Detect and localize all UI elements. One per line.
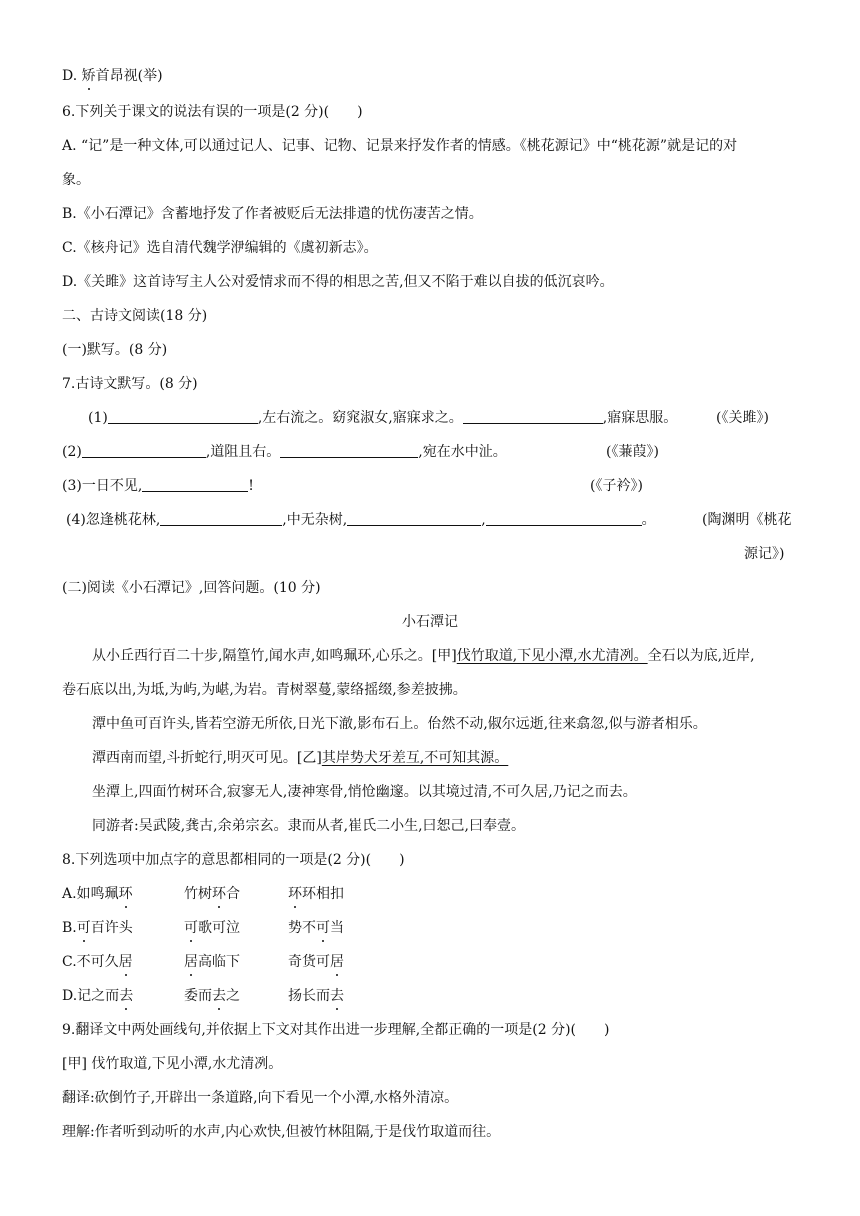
answer-blank[interactable]	[160, 511, 282, 526]
q9-sentence-jia: [甲] 伐竹取道,下见小潭,水尤清冽。	[62, 1056, 283, 1072]
q6-option-c: C.《核舟记》选自清代魏学洢编辑的《虞初新志》。	[62, 240, 378, 256]
dotted-char: 环	[212, 886, 226, 902]
passage-para-4: 坐潭上,四面竹树环合,寂寥无人,凄神寒骨,悄怆幽邃。以其境过清,不可久居,乃记之而去。	[92, 784, 637, 800]
q6-option-b: B.《小石潭记》含蓄地抒发了作者被贬后无法排遣的忧伤凄苦之情。	[62, 206, 483, 222]
q8-option-d-word3: 扬长而去	[288, 988, 344, 1004]
q8-option-b-word2: 可歌可泣	[184, 920, 240, 936]
dotted-char: 居	[118, 954, 133, 970]
q9-understanding: 理解:作者听到动听的水声,内心欢快,但被竹林阻隔,于是伐竹取道而往。	[62, 1124, 501, 1140]
q8-option-d-word1[interactable]: D.记之而去	[62, 988, 134, 1004]
q8-stem: 8.下列选项中加点字的意思都相同的一项是(2 分)( )	[62, 852, 405, 868]
answer-blank[interactable]	[82, 443, 206, 458]
dotted-char: 居	[330, 954, 344, 970]
dotted-char: 可	[76, 920, 91, 936]
q7-line-3: (3)一日不见, !	[62, 478, 254, 494]
passage-para-2: 潭中鱼可百许头,皆若空游无所依,日光下澈,影布石上。佁然不动,俶尔远逝,往来翕忽,似与游者相乐。	[92, 716, 707, 732]
section-heading: 二、古诗文阅读(18 分)	[62, 308, 208, 324]
answer-blank[interactable]	[280, 443, 418, 458]
source-label: (《子衿》)	[590, 478, 643, 494]
q8-option-a-word2: 竹树环合	[184, 886, 240, 902]
dotted-char: 环	[118, 886, 133, 902]
q8-option-b-word1[interactable]: B.可百许头	[62, 920, 133, 936]
passage-para-1: 从小丘西行百二十步,隔篁竹,闻水声,如鸣珮环,心乐之。[甲]伐竹取道,下见小潭,水尤清冽。全石以为底,近岸,	[92, 648, 755, 664]
q5-option-d: D. 矫首昂视(举)	[62, 68, 163, 84]
dotted-char: 矫	[81, 68, 96, 84]
q7-line-2: (2) ,道阻且右。 ,宛在水中沚。	[62, 444, 507, 460]
passage-title: 小石潭记	[402, 614, 458, 630]
q9-stem: 9.翻译文中两处画线句,并依据上下文对其作出进一步理解,全都正确的一项是(2 分)( )	[62, 1022, 610, 1038]
q9-translation: 翻译:砍倒竹子,开辟出一条道路,向下看见一个小潭,水格外清凉。	[62, 1090, 459, 1106]
dotted-char: 居	[184, 954, 198, 970]
dotted-char: 去	[119, 988, 134, 1004]
dotted-char: 环	[288, 886, 302, 902]
answer-blank[interactable]	[486, 511, 642, 526]
q6-option-d: D.《关雎》这首诗写主人公对爱情求而不得的相思之苦,但又不陷于难以自拔的低沉哀吟。	[62, 274, 614, 290]
underlined-sentence-jia: 伐竹取道,下见小潭,水尤清冽。	[456, 648, 648, 664]
q8-option-d-word2: 委而去之	[184, 988, 240, 1004]
q6-stem: 6.下列关于课文的说法有误的一项是(2 分)( )	[62, 104, 363, 120]
dotted-char: 去	[212, 988, 226, 1004]
answer-blank[interactable]	[142, 477, 248, 492]
q8-option-c-word3: 奇货可居	[288, 954, 344, 970]
part-heading: (二)阅读《小石潭记》,回答问题。(10 分)	[62, 580, 321, 596]
q7-stem: 7.古诗文默写。(8 分)	[62, 376, 198, 392]
q8-option-c-word1[interactable]: C.不可久居	[62, 954, 133, 970]
source-label: (陶渊明《桃花	[702, 512, 792, 528]
dotted-char: 可	[184, 920, 198, 936]
q6-option-a: A. “记”是一种文体,可以通过记人、记事、记物、记景来抒发作者的情感。《桃花源记》中“桃花源”就是记的对	[62, 138, 738, 154]
passage-para-1-cont: 卷石底以出,为坻,为屿,为嵁,为岩。青树翠蔓,蒙络摇缀,参差披拂。	[62, 682, 467, 698]
q6-option-a-cont: 象。	[62, 172, 90, 188]
passage-para-3: 潭西南而望,斗折蛇行,明灭可见。[乙]其岸势犬牙差互,不可知其源。	[92, 750, 509, 766]
q8-option-a-word3: 环环相扣	[288, 886, 344, 902]
part-heading: (一)默写。(8 分)	[62, 342, 168, 358]
q8-option-b-word3: 势不可当	[288, 920, 344, 936]
dotted-char: 去	[330, 988, 344, 1004]
underlined-sentence-yi: 其岸势犬牙差互,不可知其源。	[321, 750, 509, 766]
q8-option-a-word1[interactable]: A.如鸣珮环	[62, 886, 133, 902]
q7-line-1: (1) ,左右流之。窈窕淑女,寤寐求之。 ,寤寐思服。	[88, 410, 678, 426]
passage-para-5: 同游者:吴武陵,龚古,余弟宗玄。隶而从者,崔氏二小生,曰恕己,曰奉壹。	[92, 818, 525, 834]
source-label: 源记》)	[744, 546, 785, 562]
q7-line-4: (4)忽逢桃花林, ,中无杂树, , 。	[66, 512, 656, 528]
dotted-char: 可	[316, 920, 330, 936]
answer-blank[interactable]	[108, 409, 258, 424]
source-label: (《关雎》)	[716, 410, 769, 426]
source-label: (《蒹葭》)	[606, 444, 659, 460]
answer-blank[interactable]	[347, 511, 481, 526]
answer-blank[interactable]	[463, 409, 603, 424]
q8-option-c-word2: 居高临下	[184, 954, 240, 970]
